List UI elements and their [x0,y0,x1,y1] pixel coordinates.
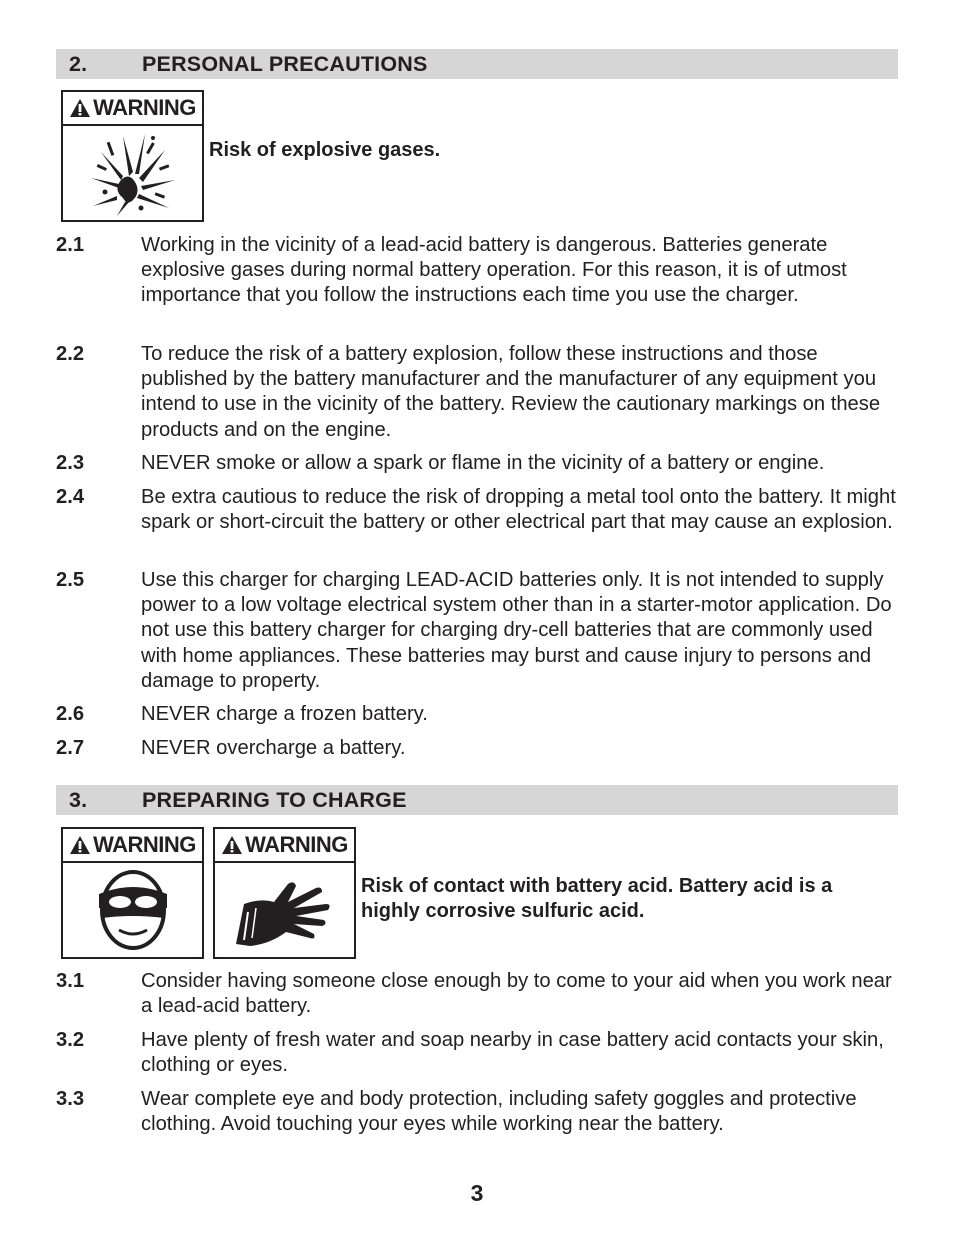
section-title: PERSONAL PRECAUTIONS [142,52,428,76]
item-text: Consider having someone close enough by to come to your aid when you work near a lead-acid battery. [141,970,892,1018]
protective-glove-icon [230,872,340,948]
section-2-heading [56,49,898,79]
battery-acid-risk-text [361,874,832,924]
item-number: 2.5 [56,569,85,591]
list-item [56,736,901,761]
list-item [56,568,901,694]
item-number: 3.3 [56,1088,85,1110]
warning-label: WARNING [93,832,196,857]
list-item [56,451,901,476]
warning-header [63,92,202,126]
item-text: Wear complete eye and body protection, including safety goggles and protective clothing. Avoid touching your eyes while working near the battery. [141,1088,857,1136]
safety-goggles-icon [93,868,173,952]
item-number: 2.7 [56,737,85,759]
item-text: Working in the vicinity of a lead-acid battery is dangerous. Batteries generate explosive gases during normal battery operation. For this reason, it is of utmost importance that you follow the instructions each time you use the charger. [141,234,847,307]
list-item [56,485,901,535]
item-text: Have plenty of fresh water and soap nearby in case battery acid contacts your skin, clothing or eyes. [141,1029,884,1077]
item-number: 2.6 [56,703,85,725]
gloves-warning-sign [213,827,356,959]
warning-label: WARNING [93,95,196,120]
item-text: NEVER overcharge a battery. [141,737,406,759]
item-text: To reduce the risk of a battery explosion, follow these instructions and those published by the battery manufacturer and the manufacturer of any equipment you intend to use in the vicinity of the battery. Review the cautionary markings on these products and on the engine. [141,343,881,441]
item-number: 2.3 [56,452,85,474]
explosive-gases-risk-text: Risk of explosive gases. [209,139,441,161]
explosion-warning-sign [61,90,204,222]
item-text: NEVER charge a frozen battery. [141,703,428,725]
warning-label: WARNING [245,832,348,857]
list-item [56,969,901,1019]
section-number: 2. [69,52,88,76]
risk-text-line: highly corrosive sulfuric acid. [361,900,645,922]
item-text: Be extra cautious to reduce the risk of dropping a metal tool onto the battery. It might spark or short-circuit the battery or other electrical part that may cause an explosion. [141,486,896,534]
item-text: Use this charger for charging LEAD-ACID batteries only. It is not intended to supply power to a low voltage electrical system other than in a starter-motor application. Do not use this battery charger for charging dry-cell batteries that are commonly used with home appliances. These batteries may burst and cause injury to persons and damage to property. [141,569,892,692]
list-item [56,1028,901,1078]
risk-text-line: Risk of contact with battery acid. Battery acid is a [361,875,833,897]
list-item [56,1087,901,1137]
item-number: 2.2 [56,343,85,365]
item-number: 2.4 [56,486,85,508]
warning-header [215,829,354,863]
explosion-icon [83,128,183,218]
item-text: NEVER smoke or allow a spark or flame in the vicinity of a battery or engine. [141,452,825,474]
page-number: 3 [470,1180,484,1206]
item-number: 3.1 [56,970,85,992]
list-item [56,233,901,309]
list-item [56,702,901,727]
goggles-warning-sign [61,827,204,959]
warning-triangle-icon [69,98,91,118]
item-number: 2.1 [56,234,85,256]
section-number: 3. [69,788,88,812]
warning-header [63,829,202,863]
section-3-heading [56,785,898,815]
item-number: 3.2 [56,1029,85,1051]
section-title: PREPARING TO CHARGE [142,788,407,812]
list-item [56,342,901,443]
warning-triangle-icon [69,835,91,855]
warning-triangle-icon [221,835,243,855]
